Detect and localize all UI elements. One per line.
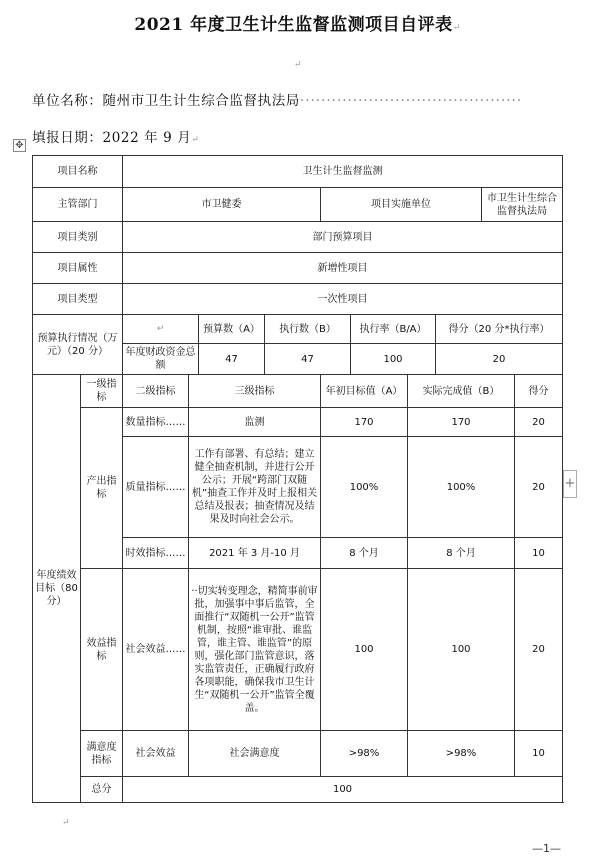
effect-indicator-label: 效益指标 xyxy=(81,569,123,731)
budget-header-rate: 执行率（B/A） xyxy=(351,315,436,344)
l2-quality: 质量指标…… xyxy=(123,437,189,538)
exec-value[interactable]: 47 xyxy=(265,344,351,375)
dept-label: 主管部门 xyxy=(33,188,123,222)
budget-score-value[interactable]: 20 xyxy=(436,344,563,375)
l2-timeliness: 时效指标…… xyxy=(123,538,189,569)
paragraph-mark-bottom: ↵ xyxy=(62,818,70,828)
row-social-benefit xyxy=(33,569,563,731)
attribute-label: 项目属性 xyxy=(33,253,123,284)
satisfaction-indicator-label: 满意度指标 xyxy=(81,731,123,777)
perf-header-target: 年初目标值（A） xyxy=(321,375,408,408)
l3-satisfaction[interactable]: 社会满意度 xyxy=(189,731,321,777)
impl-unit-value[interactable]: 市卫生计生综合监督执法局 xyxy=(482,188,563,222)
category-value[interactable]: 部门预算项目 xyxy=(123,222,563,253)
rate-value[interactable]: 100 xyxy=(351,344,436,375)
attribute-value[interactable]: 新增性项目 xyxy=(123,253,563,284)
row-type xyxy=(33,284,563,315)
score-quality[interactable]: 20 xyxy=(515,437,563,538)
row-satisfaction xyxy=(33,731,563,777)
total-value[interactable]: 100 xyxy=(123,777,563,803)
output-indicator-label: 产出指标 xyxy=(81,408,123,569)
project-name-value[interactable]: 卫生计生监督监测 xyxy=(123,156,563,188)
unit-dots: ·········································· xyxy=(299,93,523,109)
row-category xyxy=(33,222,563,253)
actual-quantity[interactable]: 170 xyxy=(408,408,515,437)
l2-satisfaction: 社会效益 xyxy=(123,731,189,777)
l2-social-benefit: 社会效益…… xyxy=(123,569,189,731)
l2-quantity: 数量指标…… xyxy=(123,408,189,437)
score-social-benefit[interactable]: 20 xyxy=(515,569,563,731)
add-column-handle-icon[interactable]: + xyxy=(563,470,577,498)
actual-social-benefit[interactable]: 100 xyxy=(408,569,515,731)
self-evaluation-table xyxy=(32,155,563,803)
type-label: 项目类型 xyxy=(33,284,123,315)
row-department xyxy=(33,188,563,222)
row-attribute xyxy=(33,253,563,284)
target-quantity[interactable]: 170 xyxy=(321,408,408,437)
l3-quantity[interactable]: 监测 xyxy=(189,408,321,437)
budget-blank-cell[interactable]: ↵ xyxy=(123,315,199,344)
budget-row-label: 年度财政资金总额 xyxy=(123,344,199,375)
table-move-handle-icon[interactable]: ✥ xyxy=(13,139,26,152)
target-quality[interactable]: 100% xyxy=(321,437,408,538)
target-satisfaction[interactable]: >98% xyxy=(321,731,408,777)
row-budget-header xyxy=(33,315,563,344)
fill-date: 2022 年 9 月 xyxy=(102,130,192,146)
budget-header-score: 得分（20 分*执行率） xyxy=(436,315,563,344)
perf-header-score: 得分 xyxy=(515,375,563,408)
fill-date-line: 填报日期：2022 年 9 月↵ xyxy=(32,130,200,146)
perf-header-l3: 三级指标 xyxy=(189,375,321,408)
page-number: —1— xyxy=(532,842,561,855)
budget-value[interactable]: 47 xyxy=(199,344,265,375)
actual-satisfaction[interactable]: >98% xyxy=(408,731,515,777)
row-project-name xyxy=(33,156,563,188)
unit-name: 随州市卫生计生综合监督执法局 xyxy=(102,93,300,109)
total-label: 总分 xyxy=(81,777,123,803)
perf-goal-label: 年度绩效目标（80 分） xyxy=(33,375,81,803)
perf-header-l2: 二级指标 xyxy=(123,375,189,408)
perf-header-l1: 一级指标 xyxy=(81,375,123,408)
actual-timeliness[interactable]: 8 个月 xyxy=(408,538,515,569)
paragraph-mark: ↵ xyxy=(294,60,302,70)
impl-unit-label: 项目实施单位 xyxy=(321,188,482,222)
target-social-benefit[interactable]: 100 xyxy=(321,569,408,731)
type-value[interactable]: 一次性项目 xyxy=(123,284,563,315)
target-timeliness[interactable]: 8 个月 xyxy=(321,538,408,569)
unit-label: 单位名称： xyxy=(32,93,103,109)
dept-value[interactable]: 市卫健委 xyxy=(123,188,321,222)
score-timeliness[interactable]: 10 xyxy=(515,538,563,569)
document-title: 2021 年度卫生计生监督监测项目自评表↵ xyxy=(134,15,461,35)
score-quantity[interactable]: 20 xyxy=(515,408,563,437)
budget-label: 预算执行情况（万元）（20 分） xyxy=(33,315,123,375)
budget-header-a: 预算数（A） xyxy=(199,315,265,344)
perf-header-actual: 实际完成值（B） xyxy=(408,375,515,408)
l3-social-benefit[interactable]: ··切实转变理念，精简事前审批，加强事中事后监管，全面推行“双随机一公开”监管机制，按照“谁审批、谁监管，谁主管、谁监管”的原则，强化部门监管意识，落实监管责任，正确履行政府各项职能，确保我市卫生计生“双随机一公开”监管全覆盖。 xyxy=(189,569,321,731)
actual-quality[interactable]: 100% xyxy=(408,437,515,538)
unit-line xyxy=(32,89,522,109)
l3-quality[interactable]: 工作有部署、有总结；建立健全抽查机制，并进行公开公示；开展“跨部门双随机”抽查工作并及时上报相关总结及报表；抽查情况及结果及时向社会公示。 xyxy=(189,437,321,538)
project-name-label: 项目名称 xyxy=(33,156,123,188)
l3-timeliness[interactable]: 2021 年 3 月-10 月 xyxy=(189,538,321,569)
category-label: 项目类别 xyxy=(33,222,123,253)
row-quantity xyxy=(33,408,563,437)
row-perf-header xyxy=(33,375,563,408)
fill-date-label: 填报日期： xyxy=(32,130,103,146)
budget-header-b: 执行数（B） xyxy=(265,315,351,344)
score-satisfaction[interactable]: 10 xyxy=(515,731,563,777)
row-total xyxy=(33,777,563,803)
